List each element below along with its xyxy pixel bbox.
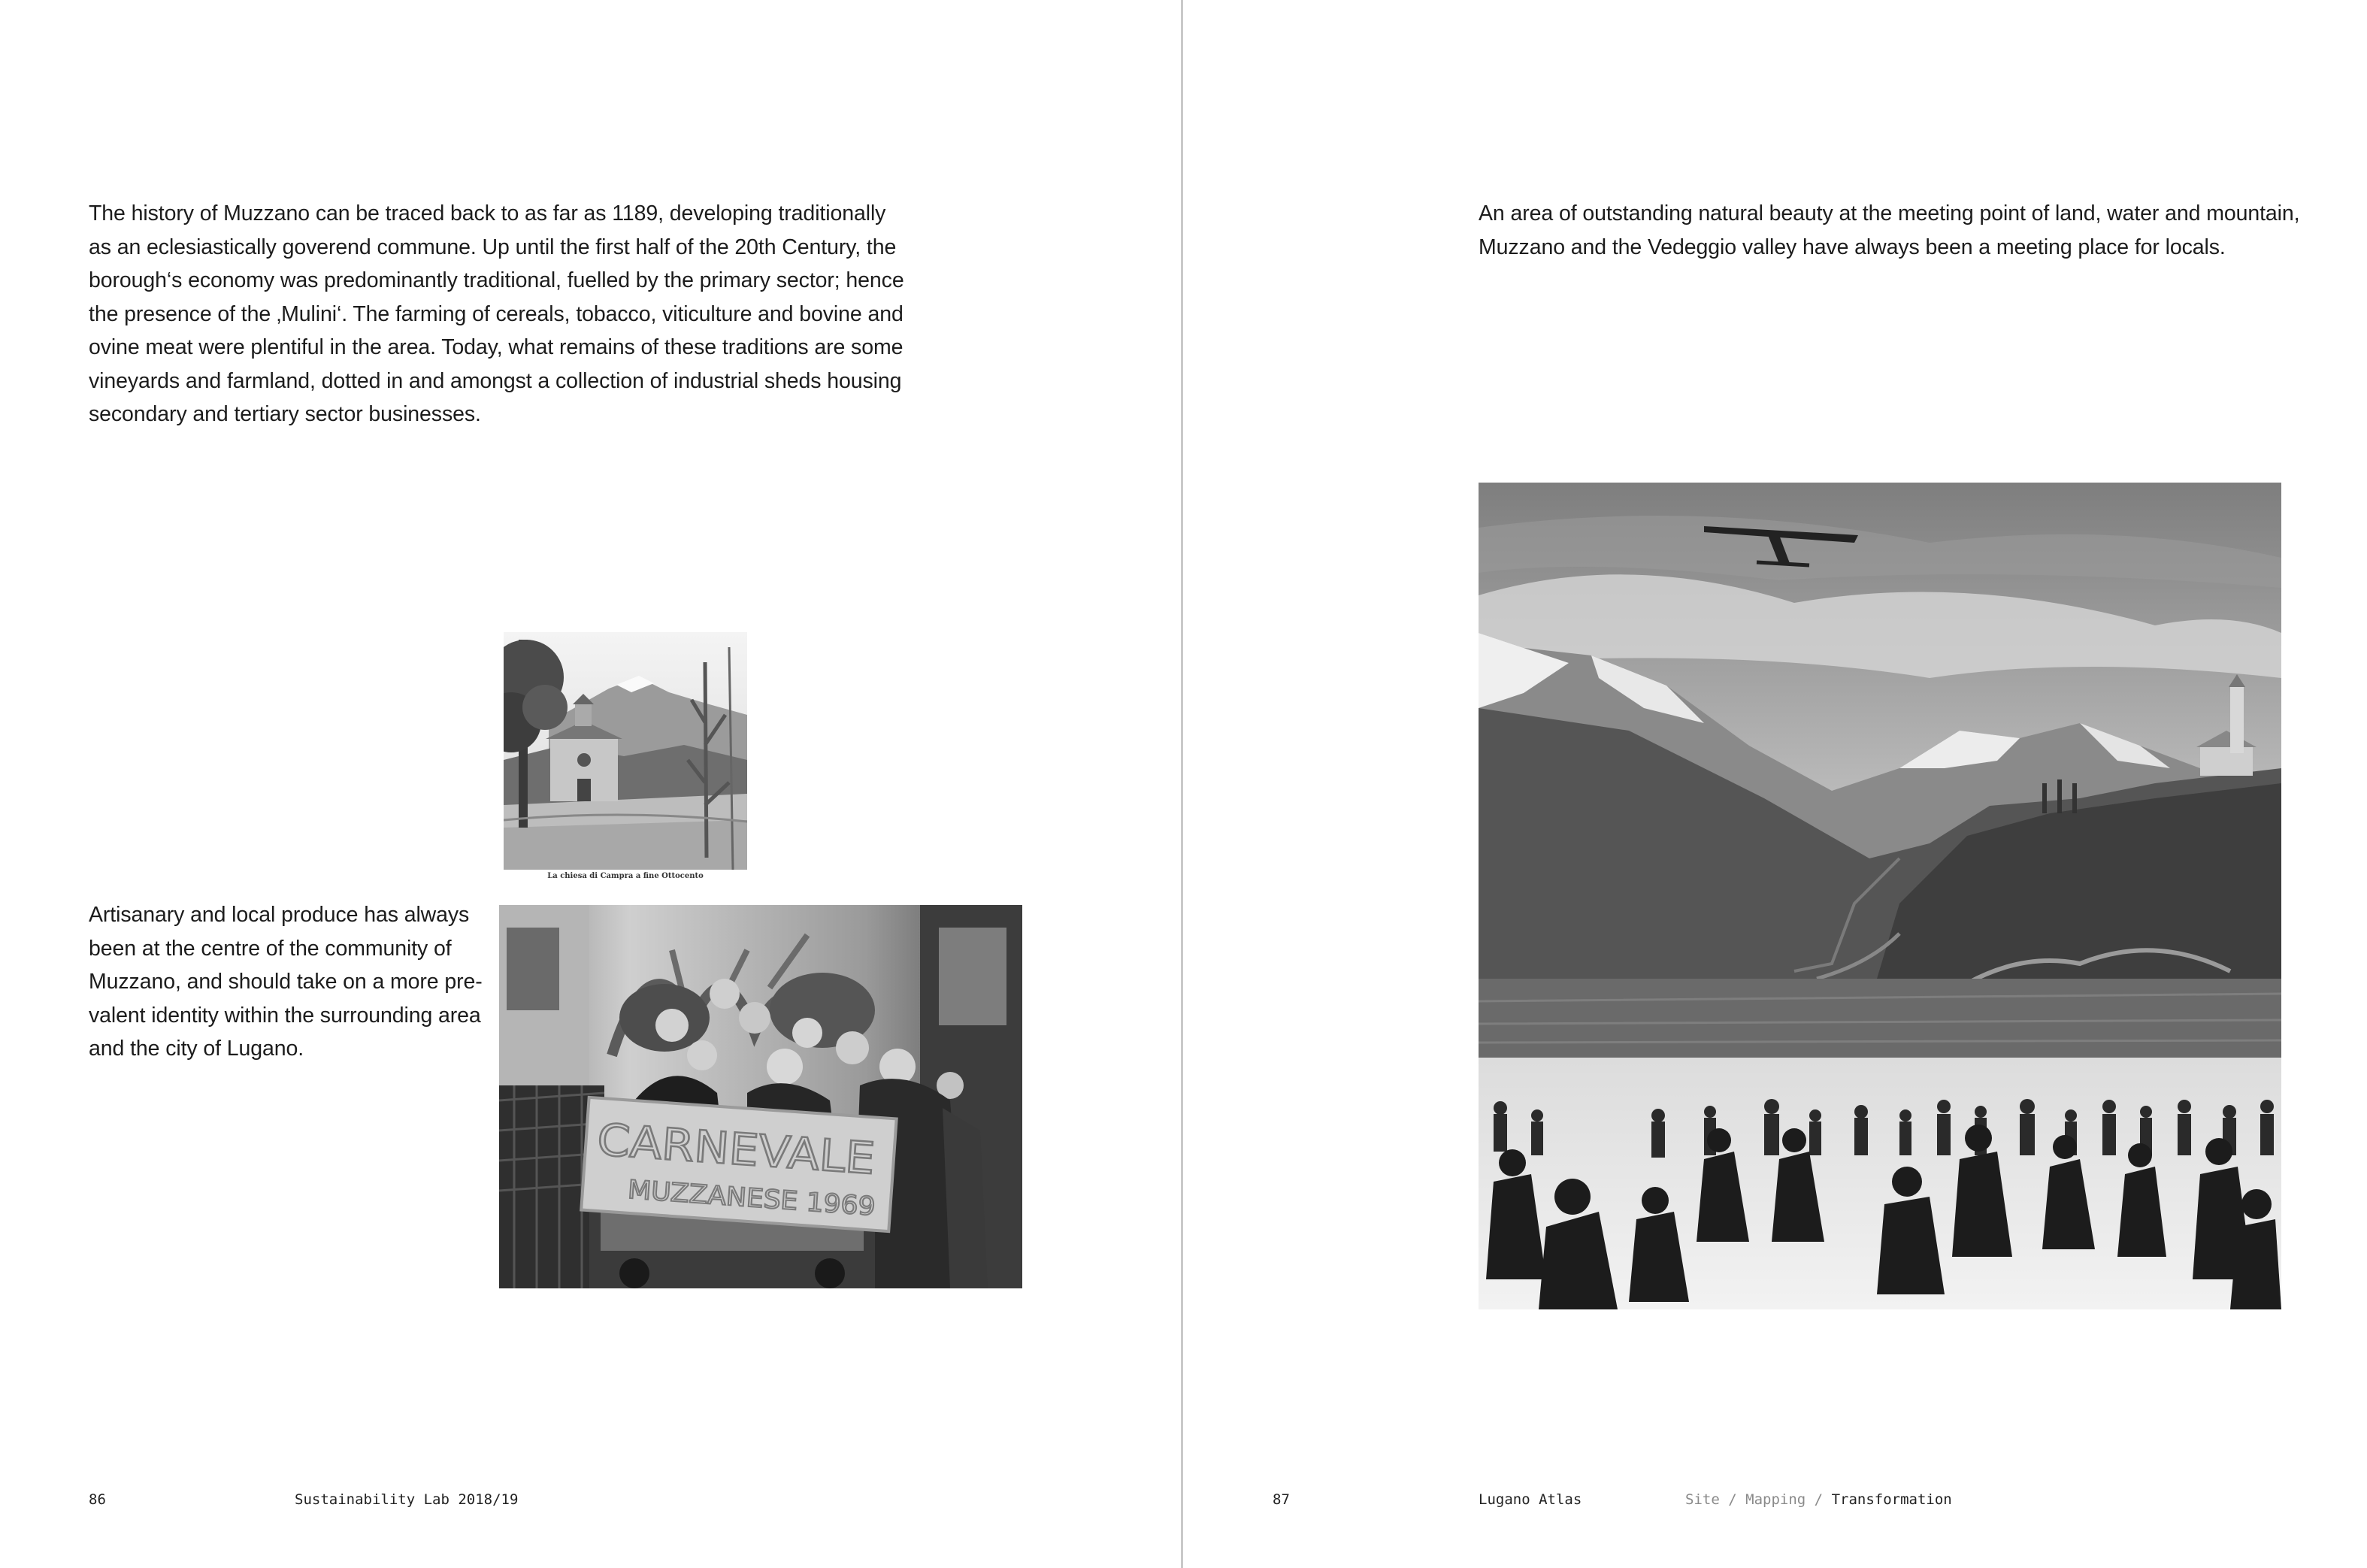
carnival-banner-line1: CARNEVALE — [595, 1113, 858, 1183]
text-line: vineyards and farmland, dotted in and amongst a collection of industrial sheds housing — [89, 368, 902, 393]
text-line: secondary and tertiary sector businesses. — [89, 402, 481, 426]
text-line: Muzzano and the Vedeggio valley have always been a meeting place for locals. — [1479, 235, 2226, 259]
left-footer-publication: Sustainability Lab 2018/19 — [295, 1491, 519, 1508]
artisan-paragraph — [89, 898, 483, 1066]
text-line: The history of Muzzano can be traced back to as far as 1189, developing traditionally — [89, 201, 886, 226]
text-line: ovine meat were plentiful in the area. Today, what remains of these traditions are some — [89, 335, 904, 359]
text-line: the presence of the ‚Mulini‘. The farming of cereals, tobacco, viticulture and bovine and — [89, 301, 904, 326]
text-line: Artisanary and local produce has always — [89, 903, 470, 927]
natural-beauty-paragraph — [1479, 197, 2299, 264]
carnival-photo — [499, 905, 1022, 1288]
breadcrumb-item-mapping: Mapping — [1745, 1491, 1806, 1508]
breadcrumb — [1685, 1491, 1952, 1508]
text-line: borough‘s economy was predominantly traditional, fuelled by the primary sector; hence — [89, 268, 904, 292]
text-line: been at the centre of the community of — [89, 936, 452, 961]
breadcrumb-separator: / — [1728, 1491, 1737, 1508]
breadcrumb-item-site: Site — [1685, 1491, 1720, 1508]
breadcrumb-item-transformation: Transformation — [1831, 1491, 1952, 1508]
text-line: as an eclesiastically goverend commune. Up until the first half of the 20th Century, the — [89, 235, 897, 259]
left-footer-page-number: 86 — [89, 1491, 106, 1508]
text-line: and the city of Lugano. — [89, 1037, 304, 1061]
breadcrumb-separator: / — [1814, 1491, 1824, 1508]
text-line: valent identity within the surrounding area — [89, 1003, 481, 1028]
right-footer-page-number: 87 — [1273, 1491, 1290, 1508]
right-footer-title: Lugano Atlas — [1479, 1491, 1582, 1508]
text-line: An area of outstanding natural beauty at the meeting point of land, water and mountain, — [1479, 201, 2300, 226]
skating-lake-photo — [1479, 483, 2281, 1309]
left-page — [0, 0, 1182, 1568]
church-photo — [504, 632, 747, 870]
right-page — [1183, 0, 2367, 1568]
text-line: Muzzano, and should take on a more pre- — [89, 970, 483, 994]
church-photo-caption: La chiesa di Campra a fine Ottocento — [547, 872, 704, 880]
carnival-banner-line2: MUZZANESE 1969 — [626, 1174, 862, 1221]
history-paragraph — [89, 197, 904, 431]
